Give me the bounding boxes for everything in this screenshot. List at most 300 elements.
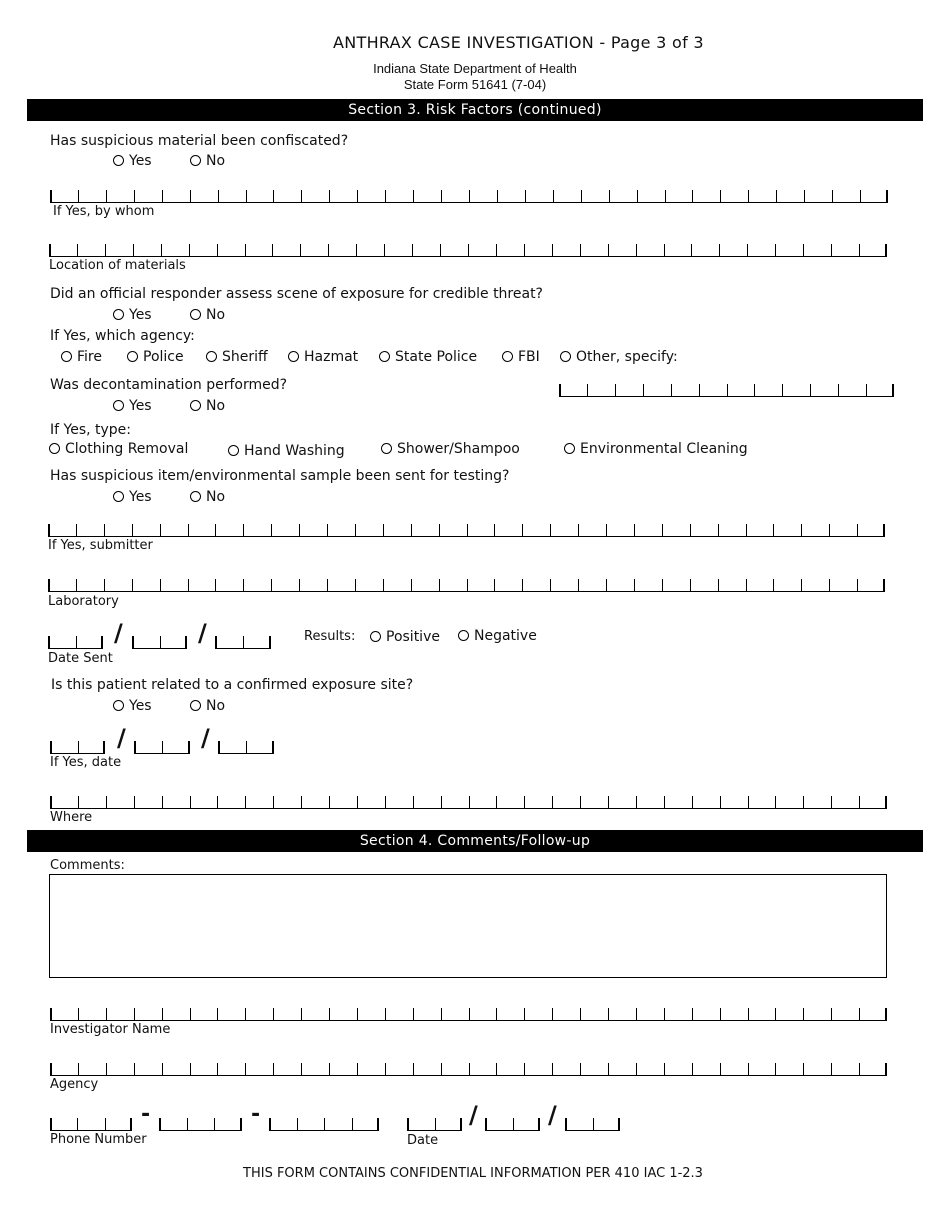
field-tick	[775, 796, 776, 808]
field-tick	[162, 741, 163, 753]
field-tick	[269, 636, 271, 648]
comments-textarea[interactable]	[49, 874, 887, 978]
exposure-date-month-field[interactable]	[50, 741, 105, 754]
field-tick	[587, 384, 588, 396]
field-tick	[831, 796, 832, 808]
field-tick	[299, 524, 300, 536]
field-tick	[329, 1008, 330, 1020]
date-separator: /	[201, 724, 210, 752]
field-tick	[859, 1008, 860, 1020]
field-tick	[885, 244, 887, 256]
field-tick	[327, 579, 328, 591]
field-tick	[188, 524, 189, 536]
field-tick	[643, 384, 644, 396]
field-tick	[413, 190, 414, 202]
field-tick	[580, 1008, 581, 1020]
field-tick	[48, 636, 50, 648]
field-tick	[273, 190, 274, 202]
field-tick	[832, 190, 833, 202]
field-tick	[636, 796, 637, 808]
field-tick	[217, 796, 218, 808]
field-tick	[690, 579, 691, 591]
field-tick	[76, 636, 77, 648]
field-tick	[441, 1063, 442, 1075]
field-tick	[105, 244, 106, 256]
field-tick	[829, 524, 830, 536]
field-tick	[803, 796, 804, 808]
field-tick	[215, 579, 216, 591]
field-tick	[552, 1063, 553, 1075]
field-tick	[637, 190, 638, 202]
form-title: ANTHRAX CASE INVESTIGATION - Page 3 of 3	[333, 33, 704, 52]
field-tick	[636, 1063, 637, 1075]
field-tick	[608, 1063, 609, 1075]
field-tick	[356, 244, 357, 256]
field-tick	[469, 1063, 470, 1075]
field-tick	[324, 1118, 325, 1130]
exposure-site-no-radio[interactable]: No	[190, 698, 225, 714]
phone-line-field[interactable]	[269, 1118, 379, 1131]
field-tick	[467, 524, 468, 536]
field-tick	[883, 524, 885, 536]
question-sample-sent: Has suspicious item/environmental sample been sent for testing?	[50, 468, 510, 484]
field-tick	[608, 796, 609, 808]
date-sent-month-field[interactable]	[48, 636, 103, 649]
field-tick	[243, 579, 244, 591]
field-tick	[857, 579, 858, 591]
field-tick	[699, 384, 700, 396]
field-tick	[272, 244, 273, 256]
field-tick	[297, 1118, 298, 1130]
field-tick	[664, 244, 665, 256]
field-tick	[413, 1008, 414, 1020]
field-tick	[106, 796, 107, 808]
field-tick	[803, 1008, 804, 1020]
field-tick	[130, 1118, 132, 1130]
decon-yes-radio[interactable]: Yes	[113, 398, 152, 414]
field-tick	[692, 190, 693, 202]
field-tick	[435, 1118, 436, 1130]
field-tick	[524, 1008, 525, 1020]
field-tick	[801, 524, 802, 536]
field-tick	[606, 524, 607, 536]
field-tick	[357, 796, 358, 808]
field-tick	[609, 190, 610, 202]
agency-state-police-radio[interactable]: State Police	[379, 349, 477, 365]
field-tick	[748, 1063, 749, 1075]
field-tick	[411, 524, 412, 536]
field-tick	[857, 524, 858, 536]
field-tick	[132, 524, 133, 536]
field-tick	[565, 1118, 567, 1130]
field-tick	[377, 1118, 379, 1130]
field-tick	[664, 1008, 665, 1020]
field-tick	[162, 190, 163, 202]
field-tick	[48, 524, 50, 536]
field-tick	[718, 524, 719, 536]
agency-fbi-radio[interactable]: FBI	[502, 349, 540, 365]
field-tick	[580, 1063, 581, 1075]
responder-no-radio[interactable]: No	[190, 307, 225, 323]
field-tick	[496, 1063, 497, 1075]
field-tick	[522, 579, 523, 591]
field-tick	[162, 1063, 163, 1075]
field-tick	[553, 190, 554, 202]
field-tick	[606, 579, 607, 591]
field-tick	[300, 244, 301, 256]
field-tick	[355, 524, 356, 536]
field-tick	[524, 244, 525, 256]
field-tick	[134, 1008, 135, 1020]
field-tick	[727, 384, 728, 396]
field-tick	[246, 741, 247, 753]
field-tick	[860, 190, 861, 202]
agency-other-specify-field[interactable]	[559, 384, 894, 397]
field-tick	[190, 796, 191, 808]
field-tick	[104, 579, 105, 591]
field-tick	[634, 579, 635, 591]
field-tick	[385, 796, 386, 808]
field-tick	[831, 244, 832, 256]
date-separator: /	[114, 619, 123, 647]
question-decontamination: Was decontamination performed?	[50, 377, 288, 393]
field-tick	[831, 1008, 832, 1020]
by-whom-field[interactable]	[50, 190, 888, 203]
field-tick	[496, 1008, 497, 1020]
field-tick	[485, 1118, 487, 1130]
field-tick	[439, 524, 440, 536]
sample-sent-no-radio[interactable]: No	[190, 489, 225, 505]
field-tick	[513, 1118, 514, 1130]
field-tick	[859, 1063, 860, 1075]
field-tick	[78, 1063, 79, 1075]
field-tick	[217, 1063, 218, 1075]
field-tick	[469, 190, 470, 202]
field-tick	[496, 796, 497, 808]
field-tick	[301, 796, 302, 808]
field-tick	[160, 579, 161, 591]
field-tick	[271, 524, 272, 536]
location-of-materials-label: Location of materials	[49, 258, 186, 273]
field-tick	[441, 796, 442, 808]
field-tick	[272, 741, 274, 753]
field-tick	[469, 1008, 470, 1020]
field-tick	[50, 1063, 52, 1075]
field-tick	[615, 384, 616, 396]
field-tick	[746, 579, 747, 591]
field-tick	[718, 579, 719, 591]
field-tick	[49, 244, 51, 256]
date-year-field[interactable]	[565, 1118, 620, 1131]
field-tick	[691, 244, 692, 256]
field-tick	[328, 244, 329, 256]
date-sent-year-field[interactable]	[215, 636, 271, 649]
field-tick	[134, 796, 135, 808]
field-tick	[271, 579, 272, 591]
field-tick	[524, 796, 525, 808]
field-tick	[581, 190, 582, 202]
field-tick	[273, 796, 274, 808]
field-tick	[720, 190, 721, 202]
field-tick	[214, 1118, 215, 1130]
date-separator: /	[198, 619, 207, 647]
field-tick	[352, 1118, 353, 1130]
exposure-date-day-field[interactable]	[134, 741, 190, 754]
field-tick	[608, 244, 609, 256]
date-separator: /	[548, 1101, 557, 1129]
field-tick	[692, 1008, 693, 1020]
confiscated-no-radio[interactable]: No	[190, 153, 225, 169]
field-tick	[775, 1008, 776, 1020]
field-tick	[440, 244, 441, 256]
field-tick	[103, 741, 105, 753]
field-tick	[104, 524, 105, 536]
decon-environmental-cleaning-radio[interactable]: Environmental Cleaning	[564, 441, 748, 457]
phone-area-code-field[interactable]	[50, 1118, 132, 1131]
field-tick	[383, 579, 384, 591]
field-tick	[218, 190, 219, 202]
field-tick	[580, 796, 581, 808]
field-tick	[134, 190, 135, 202]
field-tick	[188, 741, 190, 753]
question-exposure-site: Is this patient related to a confirmed exposure site?	[51, 677, 414, 693]
field-tick	[636, 244, 637, 256]
field-tick	[384, 244, 385, 256]
field-tick	[329, 190, 330, 202]
field-tick	[190, 1008, 191, 1020]
location-of-materials-field[interactable]	[49, 244, 887, 257]
field-tick	[161, 244, 162, 256]
field-tick	[50, 741, 52, 753]
field-tick	[804, 190, 805, 202]
field-tick	[496, 244, 497, 256]
agency-field[interactable]	[50, 1063, 887, 1076]
field-tick	[720, 1008, 721, 1020]
field-tick	[552, 244, 553, 256]
field-tick	[245, 796, 246, 808]
by-whom-label: If Yes, by whom	[53, 204, 155, 219]
field-tick	[240, 1118, 242, 1130]
field-tick	[48, 579, 50, 591]
field-tick	[185, 636, 187, 648]
field-tick	[159, 1118, 161, 1130]
agency-hazmat-radio[interactable]: Hazmat	[288, 349, 358, 365]
question-responder: Did an official responder assess scene of exposure for credible threat?	[50, 286, 543, 302]
field-tick	[550, 524, 551, 536]
confiscated-yes-radio[interactable]: Yes	[113, 153, 152, 169]
date-month-field[interactable]	[407, 1118, 462, 1131]
exposure-date-year-field[interactable]	[218, 741, 274, 754]
agency-sheriff-radio[interactable]: Sheriff	[206, 349, 268, 365]
field-tick	[885, 1063, 887, 1075]
decon-hand-washing-radio[interactable]: Hand Washing	[228, 443, 345, 459]
field-tick	[886, 190, 888, 202]
field-tick	[559, 384, 561, 396]
result-positive-radio[interactable]: Positive	[370, 629, 440, 645]
field-tick	[385, 190, 386, 202]
agency-police-radio[interactable]: Police	[127, 349, 184, 365]
field-tick	[746, 524, 747, 536]
field-tick	[160, 636, 161, 648]
investigator-name-field[interactable]	[50, 1008, 887, 1021]
field-tick	[407, 1118, 409, 1130]
field-tick	[552, 1008, 553, 1020]
field-tick	[460, 1118, 462, 1130]
field-tick	[132, 579, 133, 591]
field-tick	[106, 1063, 107, 1075]
field-tick	[664, 1063, 665, 1075]
result-negative-radio[interactable]: Negative	[458, 628, 537, 644]
where-field[interactable]	[50, 796, 887, 809]
field-tick	[217, 244, 218, 256]
field-tick	[190, 1063, 191, 1075]
decon-type-label: If Yes, type:	[50, 422, 131, 438]
field-tick	[77, 244, 78, 256]
field-tick	[720, 796, 721, 808]
agency-fire-radio[interactable]: Fire	[61, 349, 102, 365]
field-tick	[106, 190, 107, 202]
field-tick	[245, 244, 246, 256]
field-tick	[720, 1063, 721, 1075]
field-tick	[441, 190, 442, 202]
field-tick	[782, 384, 783, 396]
phone-separator: -	[141, 1102, 151, 1127]
field-tick	[634, 524, 635, 536]
field-tick	[494, 524, 495, 536]
field-tick	[776, 190, 777, 202]
date-separator: /	[117, 724, 126, 752]
exposure-site-yes-radio[interactable]: Yes	[113, 698, 152, 714]
field-tick	[885, 1008, 887, 1020]
field-tick	[538, 1118, 540, 1130]
field-tick	[50, 190, 52, 202]
field-tick	[748, 190, 749, 202]
field-tick	[412, 244, 413, 256]
field-tick	[78, 1008, 79, 1020]
field-tick	[803, 1063, 804, 1075]
field-tick	[719, 244, 720, 256]
field-tick	[215, 524, 216, 536]
field-tick	[578, 579, 579, 591]
form-number: State Form 51641 (7-04)	[403, 77, 547, 92]
field-tick	[748, 796, 749, 808]
field-tick	[578, 524, 579, 536]
field-tick	[801, 579, 802, 591]
field-tick	[690, 524, 691, 536]
field-tick	[525, 190, 526, 202]
confidential-notice: THIS FORM CONTAINS CONFIDENTIAL INFORMATION PER 410 IAC 1-2.3	[243, 1166, 703, 1181]
field-tick	[106, 1008, 107, 1020]
agency-label: Agency	[50, 1077, 99, 1092]
field-tick	[383, 524, 384, 536]
submitter-field[interactable]	[48, 524, 885, 537]
field-tick	[273, 1008, 274, 1020]
field-tick	[524, 1063, 525, 1075]
question-confiscated: Has suspicious material been confiscated?	[50, 133, 349, 149]
field-tick	[246, 190, 247, 202]
field-tick	[829, 579, 830, 591]
field-tick	[775, 244, 776, 256]
field-tick	[76, 579, 77, 591]
field-tick	[550, 579, 551, 591]
field-tick	[692, 796, 693, 808]
agency-other-radio[interactable]: Other, specify:	[560, 349, 678, 365]
field-tick	[692, 1063, 693, 1075]
field-tick	[803, 244, 804, 256]
field-tick	[273, 1063, 274, 1075]
field-tick	[162, 796, 163, 808]
field-tick	[134, 741, 136, 753]
field-tick	[299, 579, 300, 591]
field-tick	[411, 579, 412, 591]
field-tick	[77, 1118, 78, 1130]
decon-clothing-removal-radio[interactable]: Clothing Removal	[49, 441, 188, 457]
field-tick	[892, 384, 894, 396]
field-tick	[552, 796, 553, 808]
date-separator: /	[469, 1101, 478, 1129]
field-tick	[218, 741, 220, 753]
decon-shower-shampoo-radio[interactable]: Shower/Shampoo	[381, 441, 520, 457]
field-tick	[50, 796, 52, 808]
laboratory-label: Laboratory	[48, 594, 119, 609]
field-tick	[50, 1118, 52, 1130]
field-tick	[441, 1008, 442, 1020]
decon-no-radio[interactable]: No	[190, 398, 225, 414]
exposure-date-label: If Yes, date	[50, 755, 122, 770]
field-tick	[301, 1063, 302, 1075]
field-tick	[385, 1008, 386, 1020]
field-tick	[883, 579, 885, 591]
field-tick	[636, 1008, 637, 1020]
field-tick	[243, 524, 244, 536]
field-tick	[133, 244, 134, 256]
field-tick	[413, 796, 414, 808]
field-tick	[773, 579, 774, 591]
field-tick	[747, 244, 748, 256]
field-tick	[269, 1118, 271, 1130]
field-tick	[301, 1008, 302, 1020]
sample-sent-yes-radio[interactable]: Yes	[113, 489, 152, 505]
field-tick	[245, 1008, 246, 1020]
field-tick	[593, 1118, 594, 1130]
field-tick	[243, 636, 244, 648]
field-tick	[608, 1008, 609, 1020]
submitter-label: If Yes, submitter	[48, 538, 153, 553]
field-tick	[671, 384, 672, 396]
field-tick	[859, 796, 860, 808]
field-tick	[468, 244, 469, 256]
date-day-field[interactable]	[485, 1118, 540, 1131]
field-tick	[217, 1008, 218, 1020]
date-label: Date	[407, 1133, 439, 1148]
field-tick	[76, 524, 77, 536]
date-sent-label: Date Sent	[48, 651, 113, 666]
comments-label: Comments:	[50, 858, 125, 873]
field-tick	[439, 579, 440, 591]
laboratory-field[interactable]	[48, 579, 885, 592]
field-tick	[357, 1063, 358, 1075]
date-sent-day-field[interactable]	[132, 636, 187, 649]
field-tick	[50, 1008, 52, 1020]
field-tick	[838, 384, 839, 396]
responder-yes-radio[interactable]: Yes	[113, 307, 152, 323]
field-tick	[665, 190, 666, 202]
phone-prefix-field[interactable]	[159, 1118, 242, 1131]
field-tick	[329, 796, 330, 808]
field-tick	[775, 1063, 776, 1075]
field-tick	[329, 1063, 330, 1075]
field-tick	[385, 1063, 386, 1075]
